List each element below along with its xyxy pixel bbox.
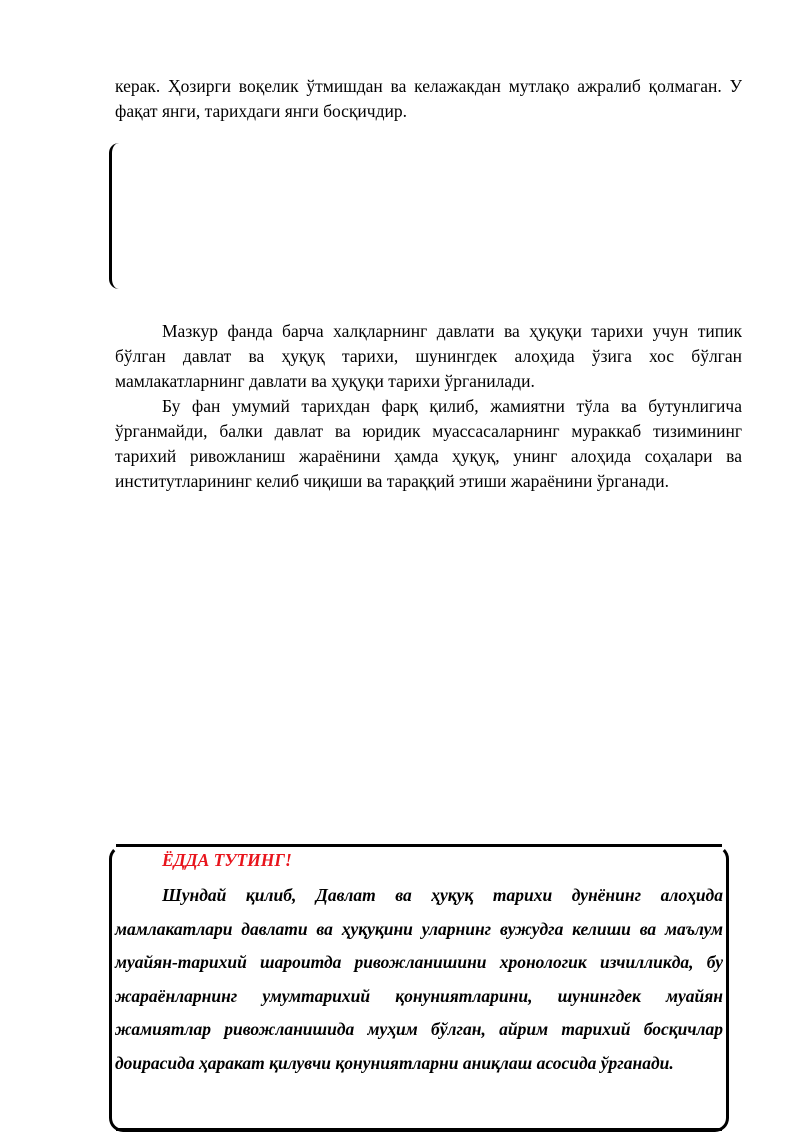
callout-title: ЁДДА ТУТИНГ!	[162, 850, 292, 870]
callout-top-border	[116, 844, 722, 847]
paragraph: Мазкур фанда барча халқларнинг давлати ва ҳуқуқи тарихи учун типик бўлган давлат ва ҳуқуқ тарихи, шунингдек алоҳида ўзига хос бўлган мамлакатларнинг давлати ва ҳуқуқи тарихи ўрганилади.	[115, 321, 742, 391]
remember-callout	[115, 848, 723, 1080]
callout-text: Шундай қилиб, Давлат ва ҳуқуқ тарихи дунёнинг алоҳида мамлакатлари давлати ва ҳуқуқини уларнинг вужудга келиши ва маълум муайян-тарихий шароитда ривожланишини хронологик изчилликда, бу жараёнларнинг умумтарихий қонуниятларини, шунингдек муайян жамиятлар ривожланишида муҳим бўлган, айрим тарихий босқичлар доирасида ҳаракат қилувчи қонуниятларни аниқлаш асосида ўрганади.	[115, 885, 723, 1073]
main-paragraphs	[115, 319, 742, 494]
top-paragraph	[115, 74, 742, 124]
paragraph-continuation: керак. Ҳозирги воқелик ўтмишдан ва келажакдан мутлақо ажралиб қолмаган. У фақат янги, тарихдаги янги босқичдир.	[115, 76, 742, 121]
paragraph: Бу фан умумий тарихдан фарқ қилиб, жамиятни тўла ва бутунлигича ўрганмайди, балки давлат ва юридик муассасаларнинг мураккаб тизимининг тарихий ривожланиш жараёнини ҳамда ҳуқуқ, унинг алоҳида соҳалари ва институтларининг келиб чиқиши ва тараққий этиши жараёнини ўрганади.	[115, 396, 742, 491]
left-bracket-decoration	[109, 143, 119, 289]
